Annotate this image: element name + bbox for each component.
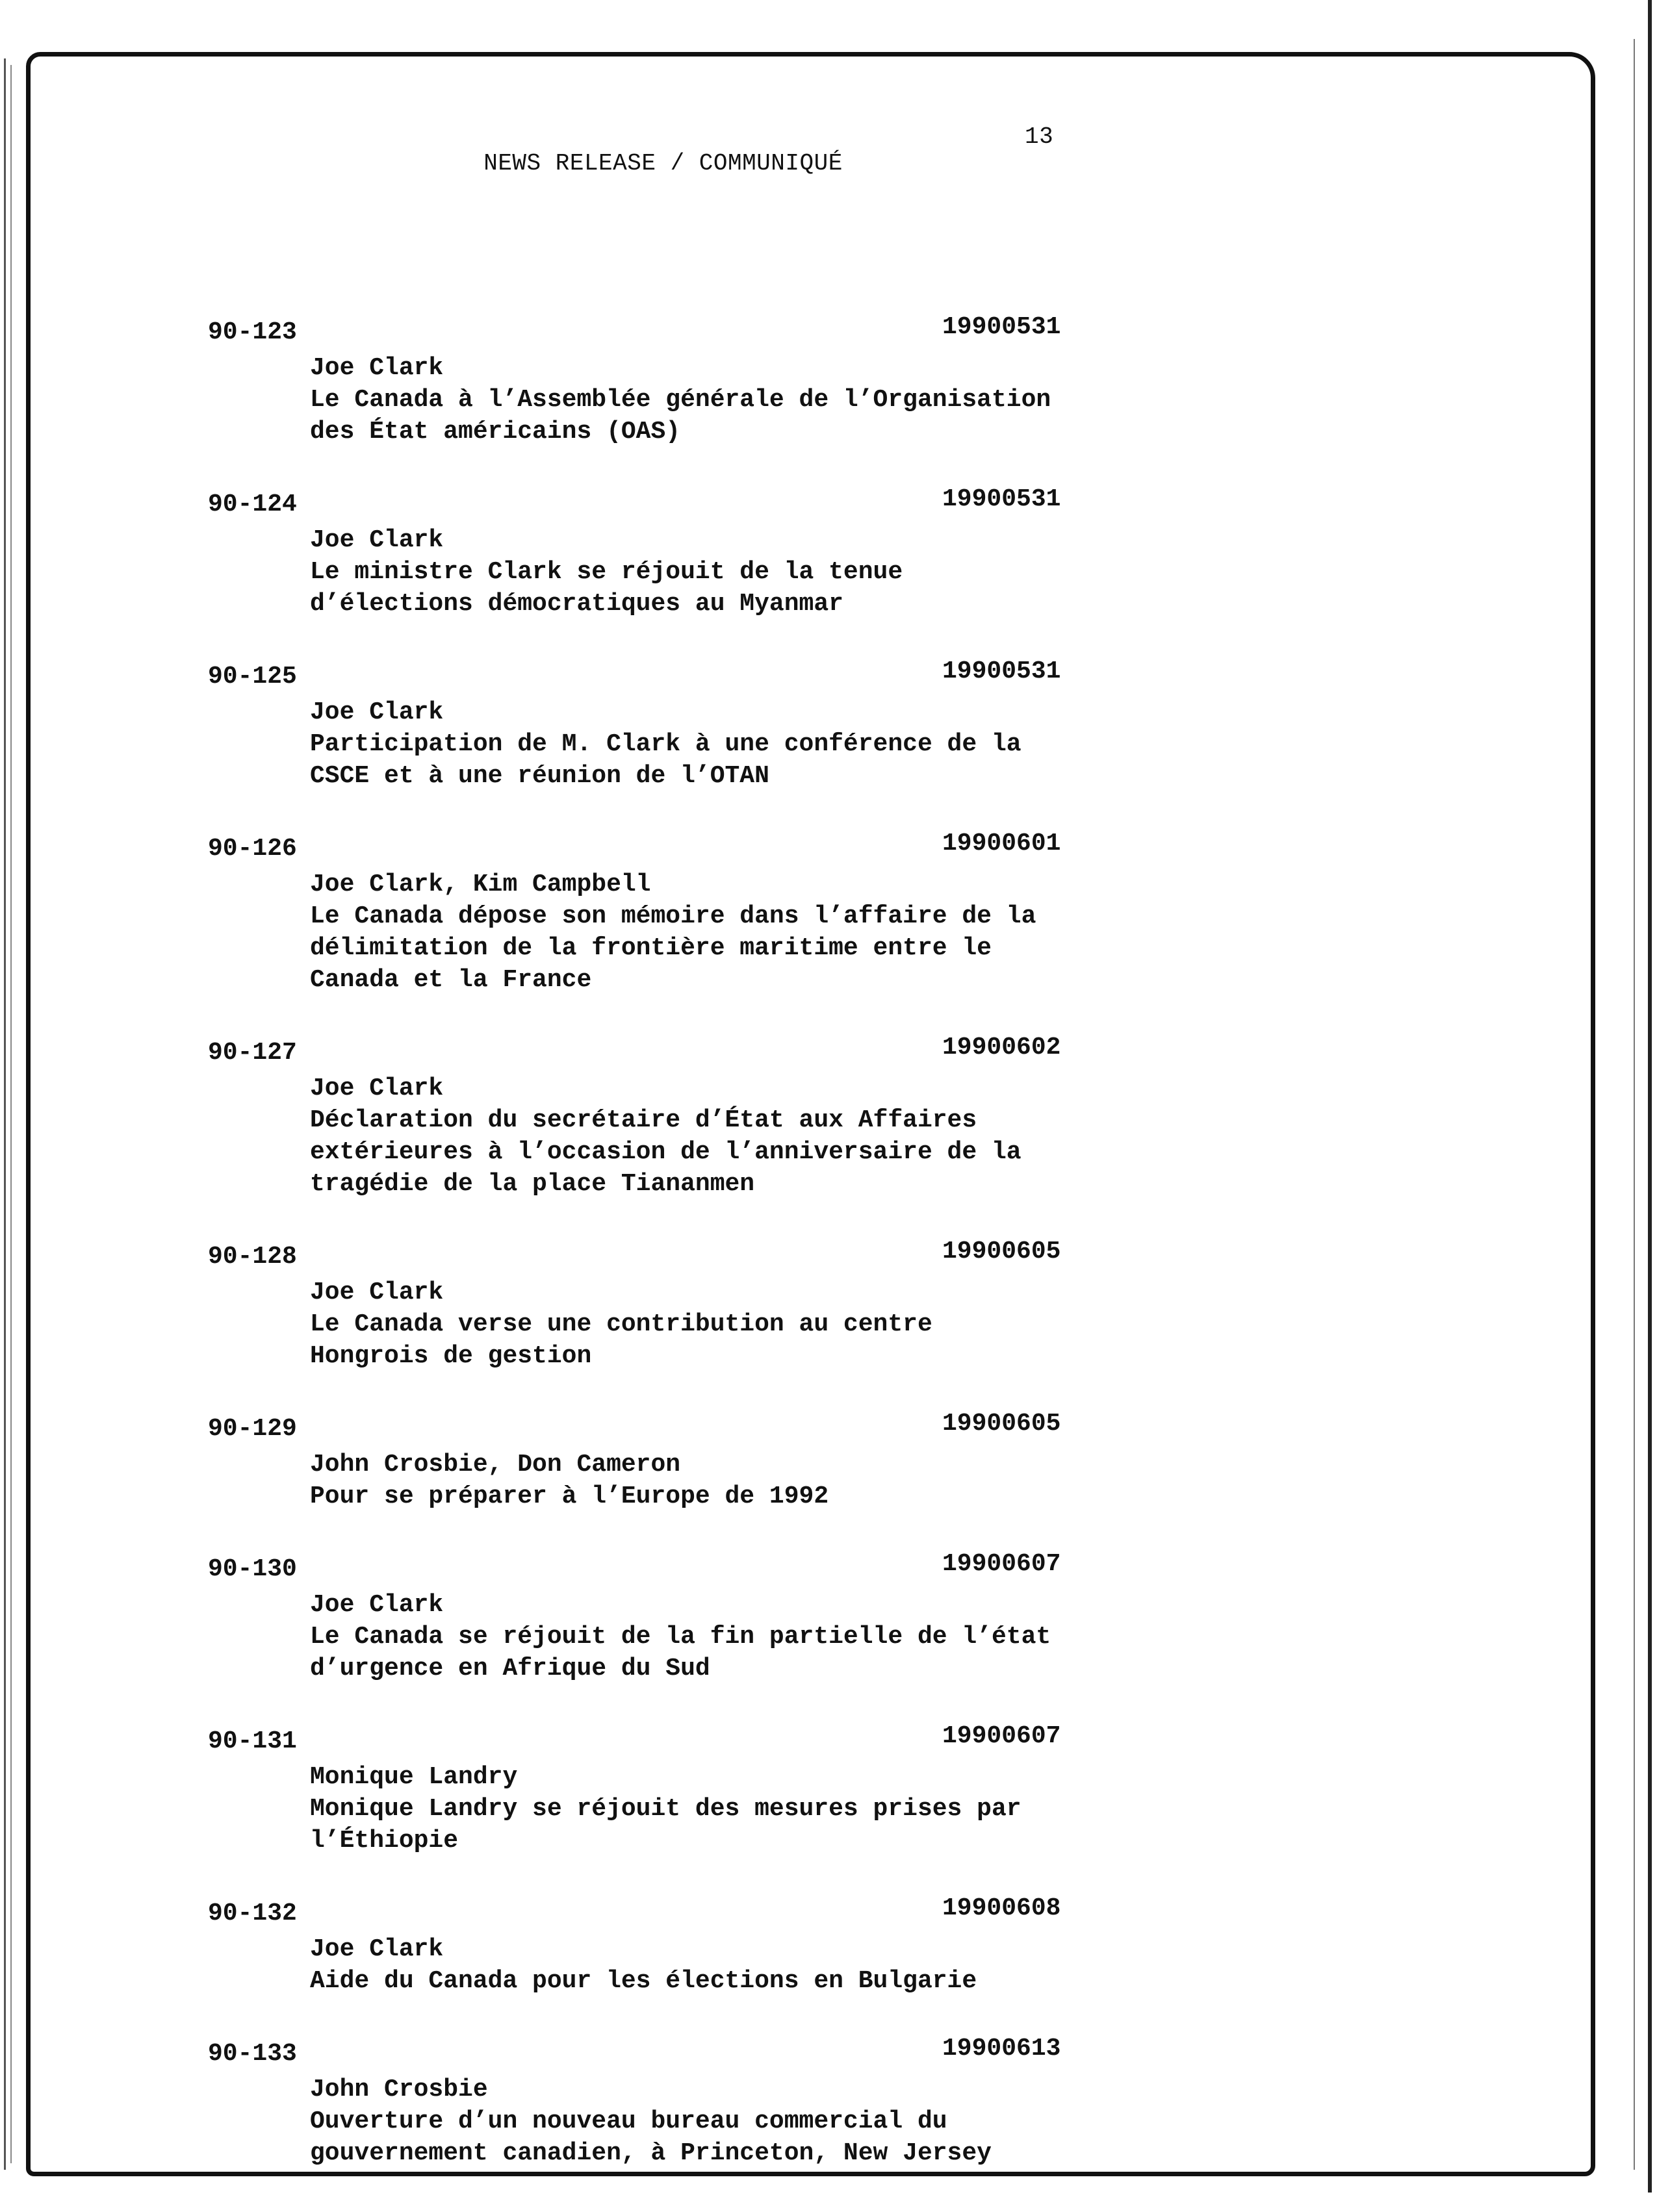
release-entry-header [208, 657, 1118, 696]
release-date: 19900602 [942, 1034, 1061, 1062]
binding-edge-left [4, 58, 6, 2170]
release-date: 19900601 [942, 830, 1061, 858]
release-author: John Crosbie [310, 2076, 488, 2104]
release-title-line: Monique Landry se réjouit des mesures prises par [310, 1795, 1021, 1823]
release-entry-header [208, 1722, 1118, 1761]
release-number: 90-129 [208, 1415, 297, 1443]
release-author: Joe Clark [310, 354, 444, 382]
release-number: 90-132 [208, 1900, 297, 1927]
release-number: 90-131 [208, 1727, 297, 1755]
release-title-line: Participation de M. Clark à une conférence de la [310, 730, 1021, 758]
release-title-line: d’élections démocratiques au Myanmar [310, 590, 843, 618]
release-title-line: Le ministre Clark se réjouit de la tenue [310, 558, 903, 586]
release-entry-header [208, 1550, 1118, 1589]
release-author: Joe Clark [310, 1278, 444, 1306]
release-number: 90-126 [208, 835, 297, 863]
release-entry [208, 485, 1118, 620]
release-entry [208, 1410, 1118, 1512]
release-author: John Crosbie, Don Cameron [310, 1451, 681, 1479]
release-entry-header [208, 313, 1118, 352]
release-list [208, 313, 1118, 2212]
release-date: 19900605 [942, 1238, 1061, 1265]
release-author: Joe Clark [310, 1074, 444, 1102]
release-author: Joe Clark [310, 1591, 444, 1619]
release-entry [208, 1722, 1118, 1857]
release-title-line: Pour se préparer à l’Europe de 1992 [310, 1482, 829, 1510]
release-number: 90-123 [208, 318, 297, 346]
header-title: NEWS RELEASE / COMMUNIQUÉ [483, 150, 843, 177]
release-author: Joe Clark, Kim Campbell [310, 871, 651, 898]
release-entry-header [208, 830, 1118, 869]
release-title-line: Le Canada se réjouit de la fin partielle de l’état [310, 1623, 1051, 1651]
release-date: 19900531 [942, 313, 1061, 341]
release-date: 19900607 [942, 1722, 1061, 1750]
release-title-line: Canada et la France [310, 966, 592, 994]
release-title-line: des État américains (OAS) [310, 418, 681, 446]
release-number: 90-128 [208, 1243, 297, 1271]
release-entry [208, 1238, 1118, 1372]
release-title-line: Le Canada dépose son mémoire dans l’affaire de la [310, 902, 1036, 930]
release-title-line: d’urgence en Afrique du Sud [310, 1655, 710, 1683]
release-entry [208, 830, 1118, 996]
release-number: 90-125 [208, 663, 297, 691]
release-title-line: CSCE et à une réunion de l’OTAN [310, 762, 769, 790]
release-date: 19900613 [942, 2035, 1061, 2063]
release-author: Monique Landry [310, 1763, 518, 1791]
binding-edge-right [1648, 0, 1652, 2193]
release-author: Joe Clark [310, 526, 444, 554]
release-title-line: l’Éthiopie [310, 1827, 459, 1855]
release-title-line: tragédie de la place Tiananmen [310, 1170, 755, 1198]
release-title-line: gouvernement canadien, à Princeton, New Jersey [310, 2139, 992, 2167]
release-entry-header [208, 2035, 1118, 2074]
release-date: 19900608 [942, 1894, 1061, 1922]
release-date: 19900605 [942, 1410, 1061, 1438]
release-entry [208, 1550, 1118, 1684]
release-number: 90-127 [208, 1039, 297, 1067]
binding-edge-left-inner [10, 65, 12, 2163]
release-date: 19900531 [942, 657, 1061, 685]
release-entry [208, 2035, 1118, 2169]
release-title-line: Ouverture d’un nouveau bureau commercial du [310, 2107, 947, 2135]
release-title-line: Déclaration du secrétaire d’État aux Affaires [310, 1106, 977, 1134]
release-title-line: délimitation de la frontière maritime entre le [310, 934, 992, 962]
release-entry-header [208, 1238, 1118, 1277]
release-title-line: Hongrois de gestion [310, 1342, 592, 1370]
release-title-line: Le Canada à l’Assemblée générale de l’Organisation [310, 386, 1051, 414]
release-number: 90-133 [208, 2040, 297, 2068]
release-title-line: Le Canada verse une contribution au centre [310, 1310, 932, 1338]
release-entry-header [208, 485, 1118, 524]
release-author: Joe Clark [310, 698, 444, 726]
page-number: 13 [1025, 123, 1054, 150]
binding-edge-right-inner [1634, 39, 1635, 2170]
release-entry-header [208, 1410, 1118, 1449]
release-entry [208, 657, 1118, 792]
page-header [455, 123, 1054, 203]
release-date: 19900531 [942, 485, 1061, 513]
release-number: 90-124 [208, 490, 297, 518]
release-entry [208, 1034, 1118, 1200]
release-entry-header [208, 1894, 1118, 1933]
release-entry [208, 1894, 1118, 1997]
release-author: Joe Clark [310, 1935, 444, 1963]
release-date: 19900607 [942, 1550, 1061, 1578]
release-number: 90-130 [208, 1555, 297, 1583]
release-entry-header [208, 1034, 1118, 1073]
release-title-line: extérieures à l’occasion de l’anniversaire de la [310, 1138, 1021, 1166]
release-title-line: Aide du Canada pour les élections en Bulgarie [310, 1967, 977, 1995]
release-entry [208, 313, 1118, 448]
